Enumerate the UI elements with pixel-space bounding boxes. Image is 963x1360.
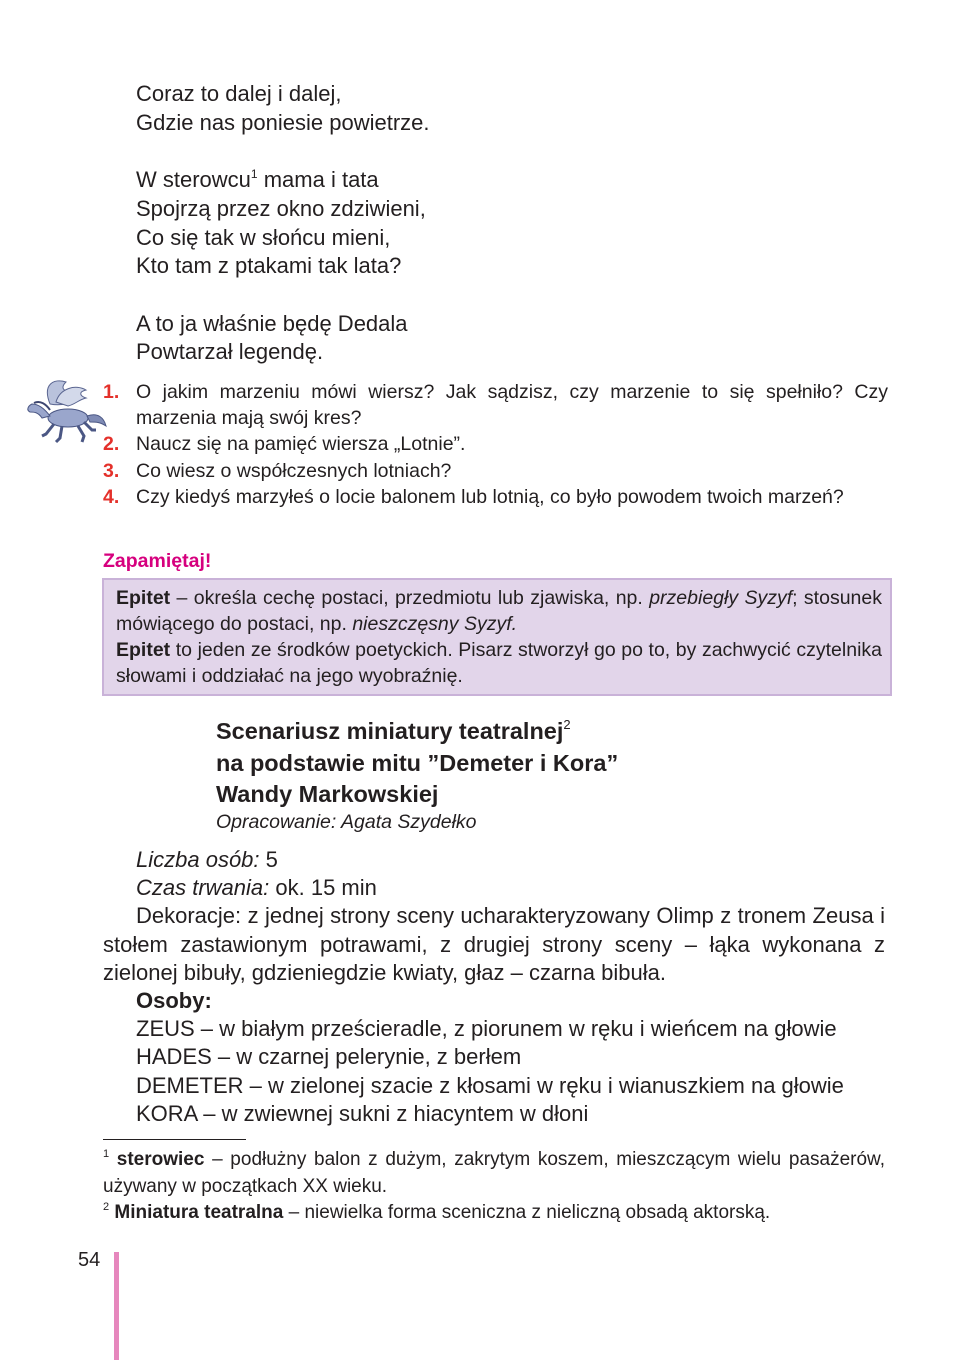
poem-line: Gdzie nas poniesie powietrze. [136,109,430,135]
poem-stanza [136,166,736,281]
footnote-term: Miniatura teatralna [114,1202,284,1223]
time-label: Czas trwania: [136,875,270,901]
definition-paragraph [116,637,882,689]
poem-line-start: W sterowcu [136,167,251,193]
cast-item: KORA – w zwiewnej sukni z hiacyntem w dłoni [136,1100,589,1126]
title-line: na podstawie mitu ”Demeter i Kora” [216,749,619,776]
definition-term: Epitet [116,587,171,609]
question-number: 1. [103,381,120,403]
persons-value: 5 [259,847,278,872]
poem-line: Coraz to dalej i dalej, [136,81,342,106]
definition-text: – określa cechę postaci, przedmiotu lub zjawiska, np. [170,587,650,609]
persons-label: Liczba osób: [136,847,260,872]
definition-term: Epitet [116,639,171,661]
list-item [103,484,888,510]
footnote-number: 2 [103,1200,110,1213]
question-number: 4. [103,485,120,508]
poem-line: Powtarzał legendę. [136,339,324,365]
list-item [103,379,888,431]
poem-line: Co się tak w słońcu mieni, [136,224,391,250]
cast-item: HADES – w czarnej pelerynie, z berłem [136,1044,522,1070]
poem-line: A to ja właśnie będę Dedala [136,310,408,336]
decorations-paragraph: Dekoracje: z jednej strony sceny ucharakteryzowany Olimp z tronem Zeusa i stołem zastawionym potrawami, z drugiej strony sceny – łąka wykonana z zielonej bibuły, gdzieniegdzie kwiaty, głaz – czarna bibuła. [103,903,885,985]
footnotes [103,1147,885,1227]
question-number: 2. [103,433,120,456]
author-credit: Opracowanie: Agata Szydełko [216,811,477,833]
definition-paragraph [116,585,882,637]
poem-line: Kto tam z ptakami tak lata? [136,253,402,279]
footnote-text: – niewielka forma sceniczna z nieliczną obsadą aktorską. [283,1202,771,1223]
pegasus-icon [20,374,110,446]
footnote-term: sterowiec [116,1149,205,1170]
poem-line-rest: mama i tata [257,167,379,193]
definition-text: ; stosunek mówiącego do postaci, np. [116,587,882,635]
title-line: Wandy Markowskiej [216,781,439,807]
definition-text: to jeden ze środków poetyckich. Pisarz stworzył go po to, by zachwycić czytelnika słowami i oddziałać na jego wyobraźnię. [116,639,882,687]
list-item [103,458,888,484]
title-line [216,716,856,748]
footnote-ref: 2 [563,717,571,733]
question-text: Naucz się na pamięć wiersza „Lotnie”. [136,433,466,456]
poem-stanza [136,80,736,137]
persons-line [103,846,885,874]
definition-example: przebiegły Syzyf [649,587,793,609]
poem-line [136,166,736,195]
poem [136,80,736,367]
footnote [103,1200,885,1227]
remember-heading: Zapamiętaj! [103,550,212,572]
question-text: Czy kiedyś marzyłeś o locie balonem lub lotnią, co było powodem twoich marzeń? [136,485,844,508]
question-number: 3. [103,459,120,482]
list-item [103,431,888,457]
time-value: ok. 15 min [269,875,377,901]
definition-example: nieszczęsny Syzyf. [352,613,518,635]
cast-item: DEMETER – w zielonej szacie z kłosami w ręku i wianuszkiem na głowie [136,1072,844,1098]
definition-box [102,578,892,696]
footnote-text: – podłużny balon z dużym, zakrytym koszem, mieszczącym wielu pasażerów, używany w początkach XX wieku. [103,1149,885,1197]
cast-label-text: Osoby: [136,988,212,1014]
time-line [103,874,885,902]
question-list [103,379,888,510]
title-text: Scenariusz miniatury teatralnej [216,718,564,744]
scenario-body [103,846,885,1128]
cast-label [103,987,885,1015]
poem-stanza [136,310,736,367]
section-title [216,716,856,811]
page-number: 54 [78,1249,101,1271]
question-text: O jakim marzeniu mówi wiersz? Jak sądzisz, czy marzenie to się spełniło? Czy marzenia mają swój kres? [136,381,888,430]
footnote [103,1147,885,1200]
page-margin-bar [114,1252,119,1360]
question-text: Co wiesz o współczesnych lotniach? [136,459,452,482]
poem-line: Spojrzą przez okno zdziwieni, [136,195,426,221]
footnote-ref: 1 [250,166,258,181]
cast-item: ZEUS – w białym prześcieradle, z piorunem w ręku i wieńcem na głowie [136,1016,837,1042]
footnote-number: 1 [103,1147,110,1160]
footnote-divider [103,1139,246,1140]
